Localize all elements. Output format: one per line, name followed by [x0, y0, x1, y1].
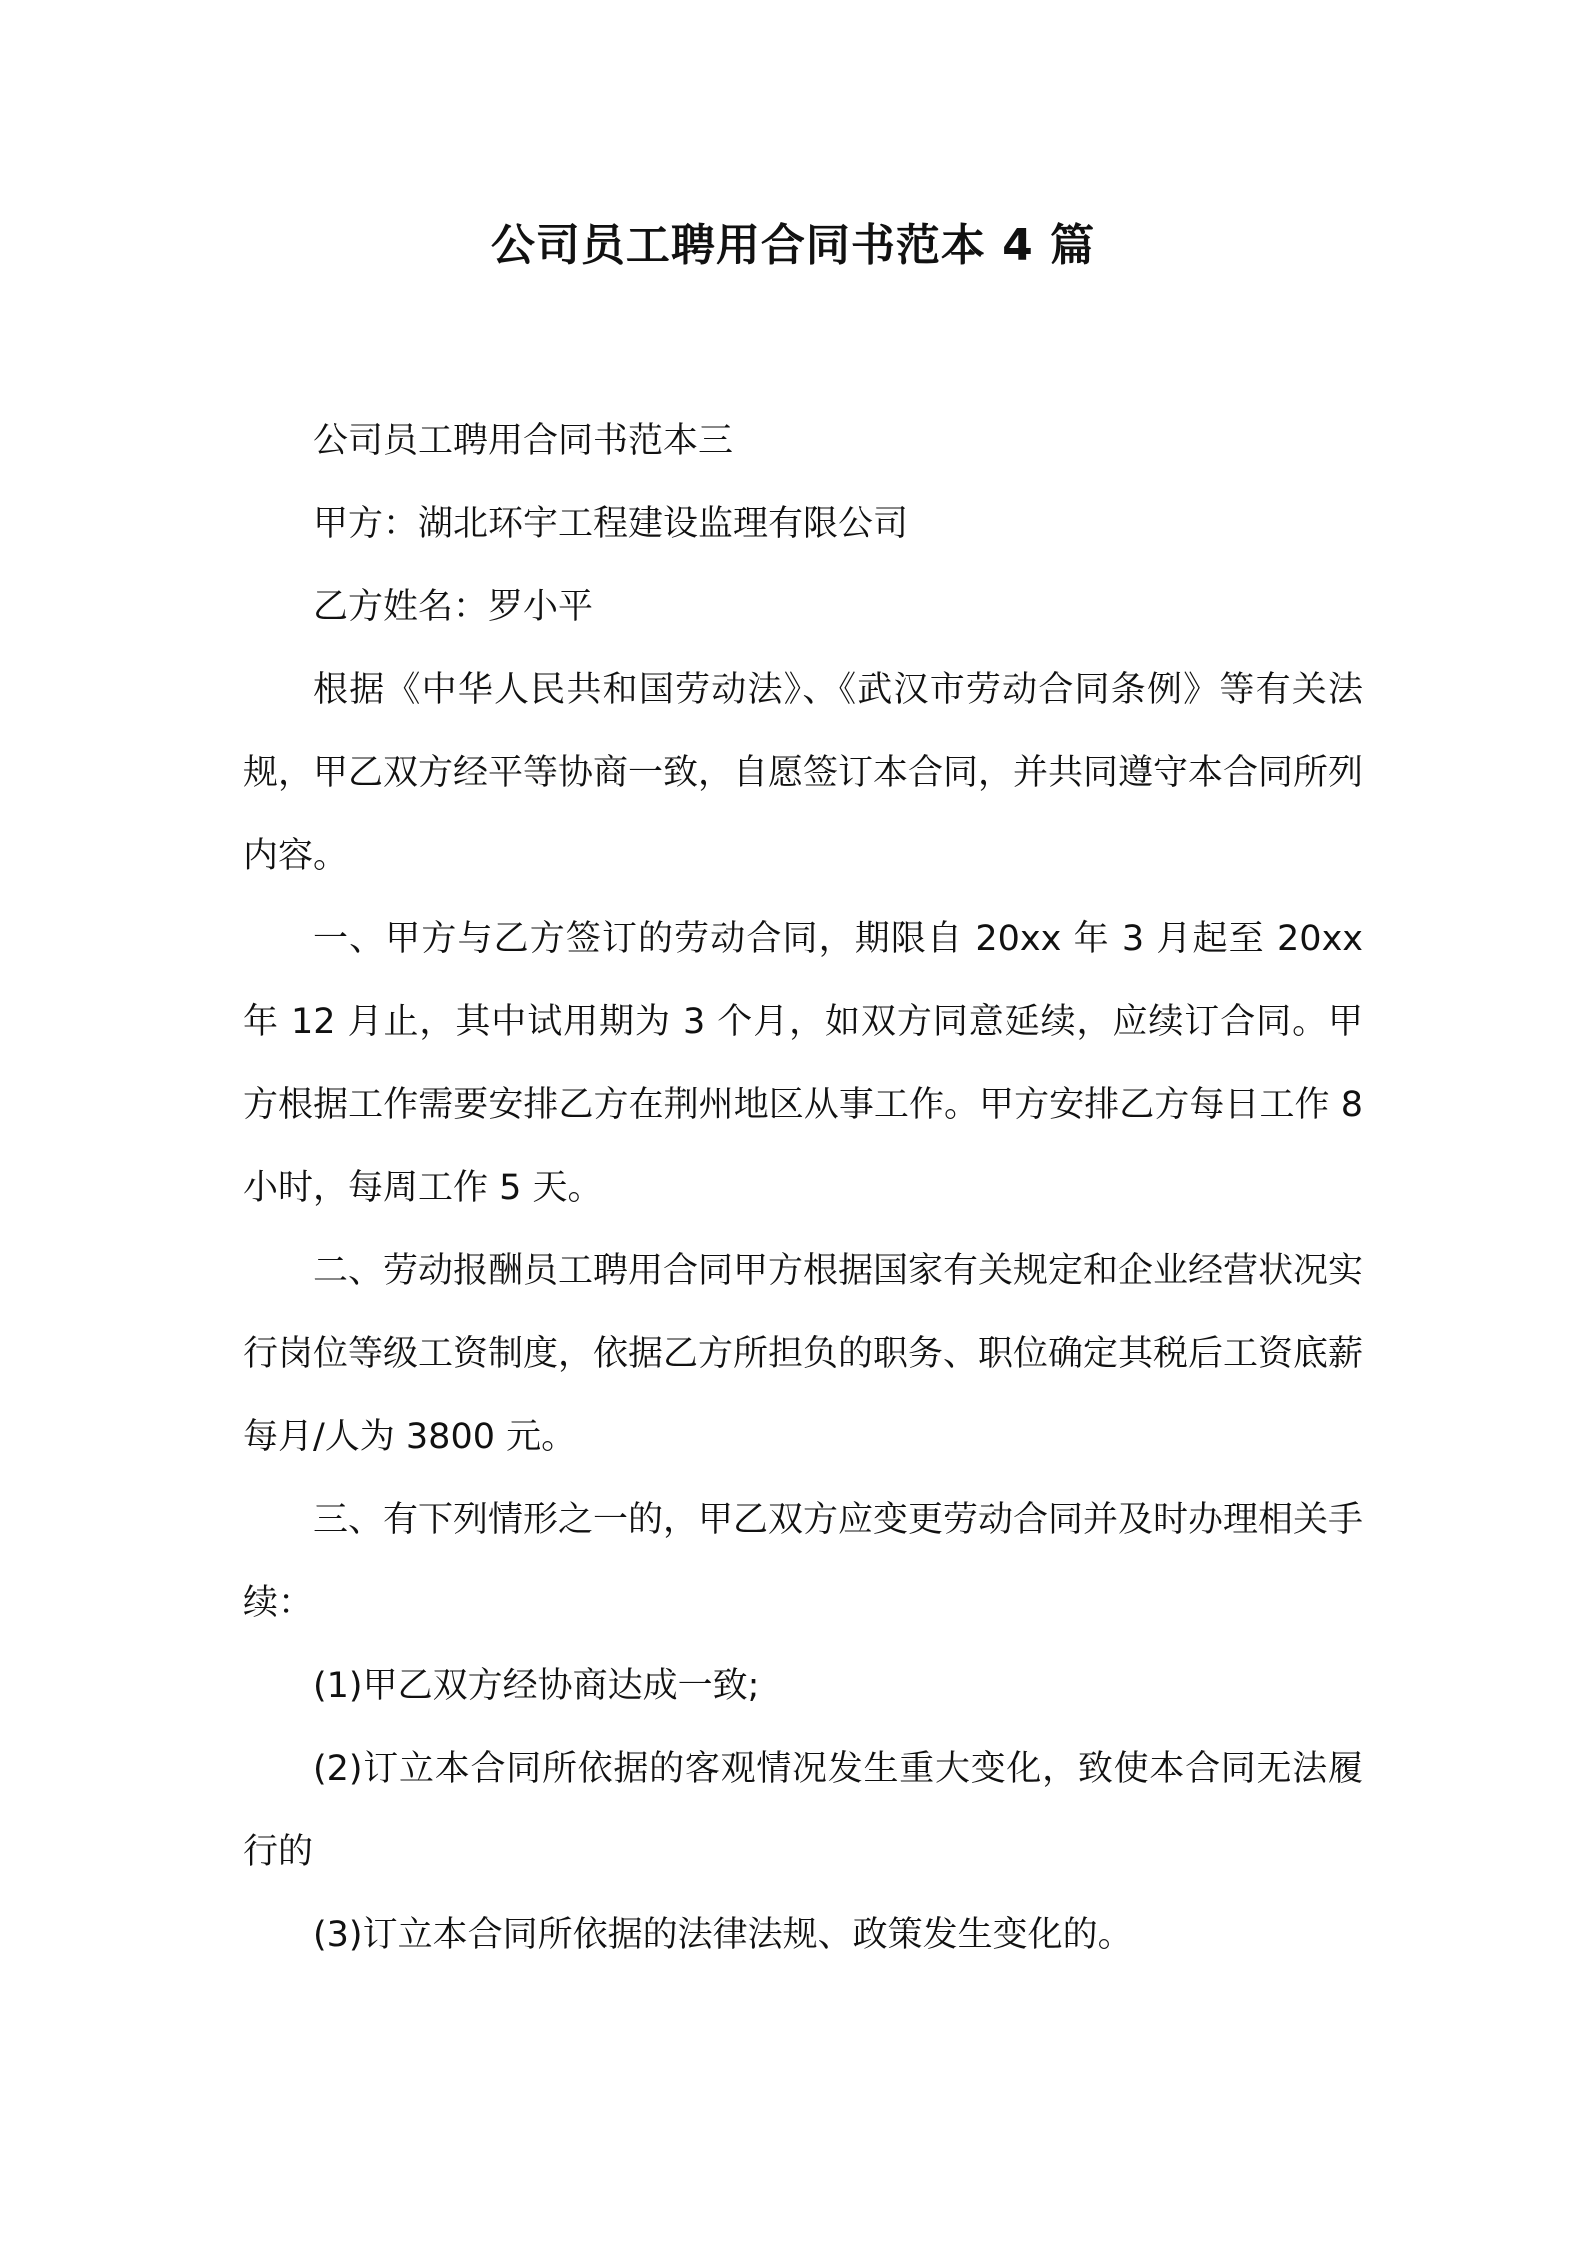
clause-2-paragraph: 二、劳动报酬员工聘用合同甲方根据国家有关规定和企业经营状况实行岗位等级工资制度，依据乙方所担负的职务、职位确定其税后工资底薪每月/人为 3800 元。	[243, 1251, 1364, 1457]
section-heading: 公司员工聘用合同书范本三	[313, 421, 734, 461]
clause-3-item-3: (3)订立本合同所依据的法律法规、政策发生变化的。	[313, 1915, 1133, 1955]
document-title: 公司员工聘用合同书范本 4 篇	[490, 220, 1096, 271]
clause-3-item-1: (1)甲乙双方经协商达成一致;	[313, 1666, 760, 1706]
party-b-line: 乙方姓名：罗小平	[313, 587, 594, 627]
clause-3-item-2: (2)订立本合同所依据的客观情况发生重大变化，致使本合同无法履行的	[243, 1749, 1363, 1872]
party-a-line: 甲方：湖北环宇工程建设监理有限公司	[313, 504, 909, 544]
document-body	[243, 400, 1363, 1977]
preamble-paragraph: 根据《中华人民共和国劳动法》、《武汉市劳动合同条例》等有关法规，甲乙双方经平等协商一致，自愿签订本合同，并共同遵守本合同所列内容。	[243, 670, 1364, 876]
clause-1-paragraph: 一、甲方与乙方签订的劳动合同，期限自 20xx 年 3 月起至 20xx 年 12 月止，其中试用期为 3 个月，如双方同意延续，应续订合同。甲方根据工作需要安排乙方在荆州地区从事工作。甲方安排乙方每日工作 8 小时，每周工作 5 天。	[243, 919, 1363, 1208]
clause-3-paragraph: 三、有下列情形之一的，甲乙双方应变更劳动合同并及时办理相关手续：	[243, 1500, 1364, 1623]
